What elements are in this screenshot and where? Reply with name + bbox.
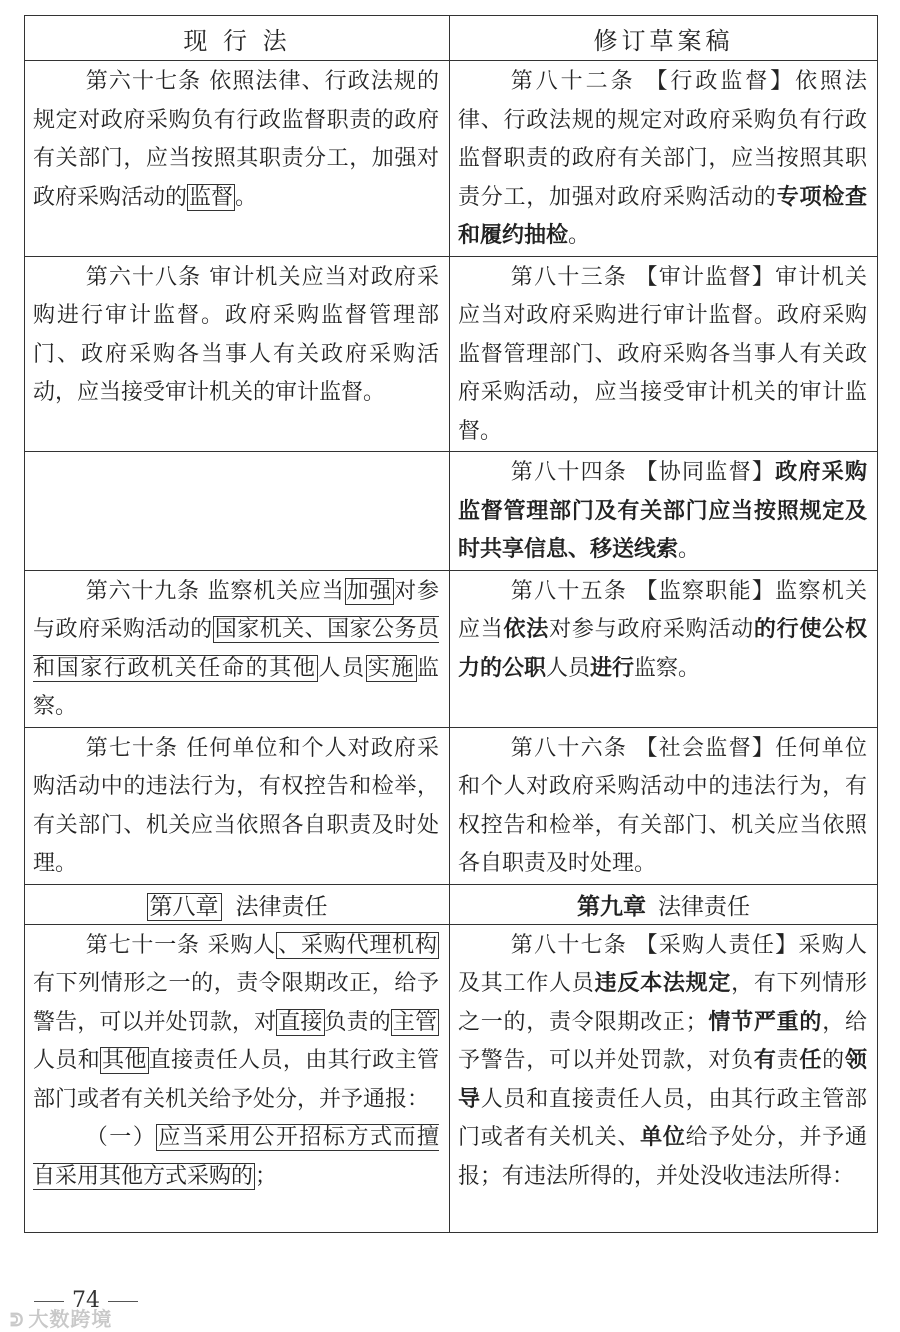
paragraph [33, 730, 439, 884]
boxed-text: 主管 [392, 1009, 437, 1035]
text-segment: 第七十条 任何单位和个人对政府采购活动中的违法行为，有权控告和检举，有关部门、机关应当依照各自职责及时处理。 [33, 735, 439, 876]
table-row [25, 727, 878, 884]
chapter-title-revised: 法律责任 [658, 893, 750, 920]
article-82-text [450, 61, 877, 256]
paragraph [33, 573, 439, 727]
paragraph [33, 259, 439, 413]
table-row [25, 61, 878, 257]
paragraph [458, 63, 867, 256]
table-row [25, 924, 878, 1232]
text-segment: 直接责任人员，由其行政主管部门或者有关机关给予处分，并予通报： [33, 1048, 439, 1112]
text-segment: 第六十九条 监察机关应当 [85, 578, 345, 604]
article-87-text [450, 925, 877, 1197]
added-text: 进行 [590, 655, 635, 681]
added-text: 情节严重的 [707, 1009, 823, 1035]
text-segment: （一） [85, 1125, 157, 1150]
boxed-text: 加强 [346, 578, 393, 604]
text-segment: 。 [678, 537, 701, 562]
text-segment: 责 [776, 1048, 800, 1073]
added-text: 有 [753, 1048, 777, 1073]
header-row [25, 16, 878, 61]
text-segment: ； [255, 1163, 278, 1189]
text-segment: ，有下列情形之一的，责令限期改正； [458, 971, 867, 1035]
article-86-text [450, 728, 877, 884]
paragraph [458, 730, 867, 884]
added-text: 的行使公权力的公职 [458, 617, 867, 681]
boxed-text: 国家机关、国家公务员和国家行政机关任命的其他 [33, 617, 439, 681]
page-number: 74 [72, 1288, 100, 1313]
text-segment: 人员和 [33, 1048, 101, 1073]
article-85-text [450, 571, 877, 689]
article-71-text [25, 925, 449, 1197]
text-segment: 第八十六条 【社会监督】任何单位和个人对政府采购活动中的违法行为，有权控告和检举，有关部门、机关应当依照各自职责及时处理。 [458, 735, 867, 876]
text-segment: 第八十三条 【审计监督】审计机关应当对政府采购进行审计监督。政府采购监督管理部门、政府采购各当事人有关政府采购活动，应当接受审计机关的审计监督。 [458, 264, 867, 444]
watermark [10, 1303, 112, 1332]
added-text: 依法 [503, 617, 550, 642]
watermark-text: 大数跨境 [28, 1307, 113, 1331]
watermark-logo-icon: ᕲ [10, 1310, 25, 1331]
text-segment: 人员 [318, 655, 366, 681]
text-segment: 的 [822, 1048, 845, 1073]
text-segment: 对参与政府采购活动 [549, 617, 754, 642]
text-segment: 第八十五条 【监察职能】监察机关应当 [458, 578, 867, 642]
article-70-text [25, 728, 449, 884]
added-text: 政府采购监督管理部门及有关部门应当按照规定及时共享信息、移送线索 [458, 460, 867, 562]
comparison-table [24, 15, 878, 1233]
header-revised-draft: 修订草案稿 [450, 16, 878, 61]
paragraph [458, 573, 867, 689]
header-current-law: 现 行 法 [25, 16, 450, 61]
table-row [25, 256, 878, 452]
article-68-text [25, 257, 449, 413]
paragraph [458, 454, 867, 570]
article-83-text [450, 257, 877, 452]
chapter-number-current: 第八章 [147, 893, 222, 921]
text-segment: ，给予警告，可以并处罚款，对负 [458, 1009, 867, 1073]
added-text: 专项检查和履约抽检 [458, 184, 867, 248]
article-71-item-1 [33, 1119, 439, 1196]
added-text: 违反本法规定 [594, 971, 732, 996]
article-84-text [450, 452, 877, 570]
text-segment: 。 [235, 184, 258, 210]
text-segment: 第八十七条 【采购人责任】采购人及其工作人员 [458, 932, 867, 996]
boxed-text: 直接 [278, 1009, 323, 1035]
table-row [25, 452, 878, 571]
paragraph [458, 259, 867, 452]
table-row [25, 570, 878, 727]
chapter-heading-revised [450, 884, 878, 924]
text-segment: 第七十一条 采购人 [85, 932, 277, 958]
article-67-text [25, 61, 449, 217]
added-text: 单位 [640, 1125, 686, 1150]
text-segment: 有下列情形之一的，责令限期改正，给予警告，可以并处罚款，对 [33, 971, 439, 1035]
boxed-text: 监督 [189, 184, 234, 210]
footer-dash-left [34, 1301, 64, 1302]
empty-cell [25, 452, 450, 571]
text-segment: 监察。 [33, 655, 439, 719]
boxed-text: 应当采用公开招标方式而擅自采用其他方式采购的 [33, 1125, 439, 1189]
chapter-heading-current [25, 884, 450, 924]
article-69-text [25, 571, 449, 727]
added-text: 任 [799, 1048, 823, 1073]
text-segment: 监察。 [634, 655, 701, 681]
footer-dash-right [108, 1301, 138, 1302]
text-segment: 对参与政府采购活动的 [33, 578, 439, 642]
paragraph [33, 63, 439, 217]
chapter-row [25, 884, 878, 924]
chapter-title-current: 法律责任 [235, 893, 328, 920]
paragraph [458, 927, 867, 1197]
text-segment: 负责的 [324, 1009, 391, 1035]
article-71-main [33, 927, 439, 1120]
text-segment: 人员 [546, 655, 591, 681]
boxed-text: 其他 [102, 1048, 147, 1073]
text-segment: 第六十七条 依照法律、行政法规的规定对政府采购负有行政监督职责的政府有关部门，应当按照其职责分工，加强对政府采购活动的 [33, 69, 439, 210]
text-segment: 第八十四条 【协同监督】 [510, 460, 776, 485]
text-segment: 人员和直接责任人员，由其行政主管部门或者有关机关、 [458, 1086, 867, 1150]
text-segment: 。 [568, 223, 591, 248]
text-segment: 第六十八条 审计机关应当对政府采购进行审计监督。政府采购监督管理部门、政府采购各当事人有关政府采购活动，应当接受审计机关的审计监督。 [33, 264, 439, 405]
boxed-text: 、采购代理机构 [278, 932, 437, 958]
text-segment: 第八十二条 【行政监督】依照法律、行政法规的规定对政府采购负有行政监督职责的政府有关部门，应当按照其职责分工，加强对政府采购活动的 [458, 69, 867, 210]
text-segment: 给予处分，并予通报；有违法所得的，并处没收违法所得： [458, 1125, 867, 1189]
boxed-text: 实施 [367, 655, 415, 681]
added-text: 领导 [458, 1048, 867, 1112]
chapter-number-revised: 第九章 [577, 893, 646, 920]
